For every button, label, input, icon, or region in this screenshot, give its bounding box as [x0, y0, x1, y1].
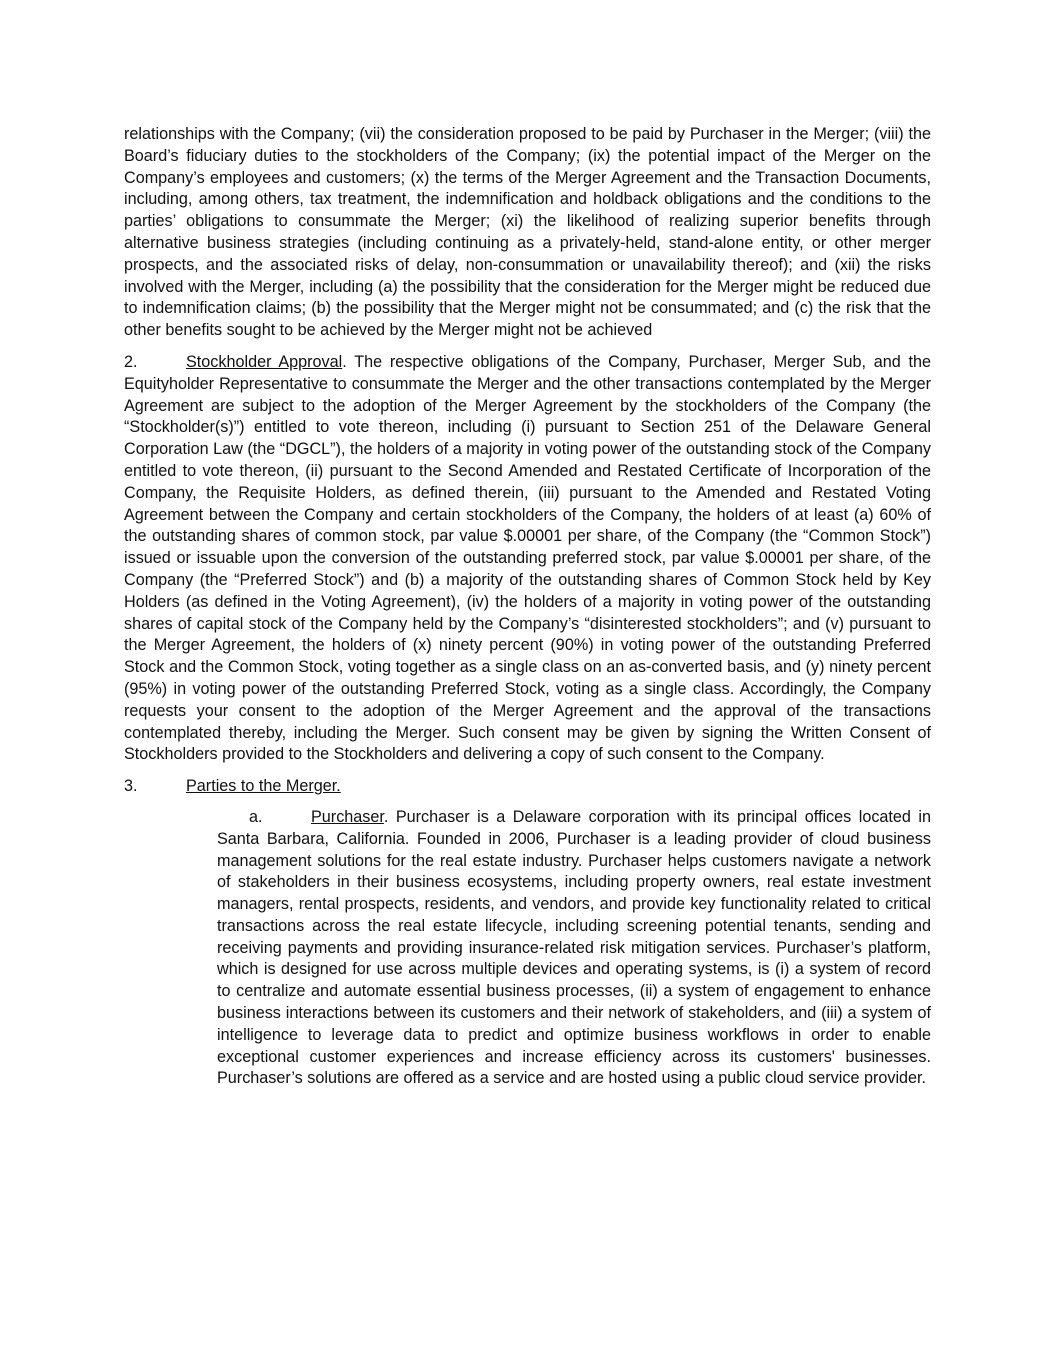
section-3a-paragraph: [217, 807, 931, 1090]
section-3-paragraph: [124, 776, 931, 798]
section-3-number: 3.: [124, 777, 138, 796]
section-2-paragraph: [124, 352, 931, 766]
section-3a-body: . Purchaser is a Delaware corporation with its principal offices located in Santa Barbara, California. Founded in 2006, Purchaser is a leading provider of cloud business management solutions for the real estate industry. Purchaser helps customers navigate a network of stakeholders in their business ecosystems, including property owners, real estate investment managers, rental prospects, residents, and vendors, and provide key functionality related to critical transactions across the real estate lifecycle, including screening potential tenants, sending and receiving payments and providing insurance-related risk mitigation services. Purchaser’s platform, which is designed for use across multiple devices and operating systems, is (i) a system of record to centralize and automate essential business processes, (ii) a system of engagement to enhance business interactions between its customers and their network of stakeholders, and (iii) a system of intelligence to leverage data to predict and optimize business workflows in order to enable exceptional customer experiences and increase efficiency across its customers' businesses. Purchaser’s solutions are offered as a service and are hosted using a public cloud service provider.: [217, 807, 931, 1088]
paragraph-continuation: relationships with the Company; (vii) the consideration proposed to be paid by Purchaser in the Merger; (viii) the Board’s fiduciary duties to the stockholders of the Company; (ix) the potential impact of the Merger on the Company’s employees and customers; (x) the terms of the Merger Agreement and the Transaction Documents, including, among others, tax treatment, the indemnification and holdback obligations and the conditions to the parties’ obligations to consummate the Merger; (xi) the likelihood of realizing superior benefits through alternative business strategies (including continuing as a privately-held, stand-alone entity, or other merger prospects, and the associated risks of delay, non-consummation or unavailability thereof); and (xii) the risks involved with the Merger, including (a) the possibility that the consideration for the Merger might be reduced due to indemnification claims; (b) the possibility that the Merger might not be consummated; and (c) the risk that the other benefits sought to be achieved by the Merger might not be achieved: [124, 125, 931, 340]
section-3a-heading: Purchaser: [311, 807, 384, 826]
section-3-heading: Parties to the Merger.: [186, 777, 341, 796]
section-2-heading: Stockholder Approval: [186, 352, 343, 371]
section-2-number: 2.: [124, 352, 138, 371]
document-page: [124, 124, 931, 1090]
section-3a-number: a.: [249, 807, 263, 826]
section-2-body: . The respective obligations of the Company, Purchaser, Merger Sub, and the Equityholder Representative to consummate the Merger and the other transactions contemplated by the Merger Agreement are subject to the adoption of the Merger Agreement by the stockholders of the Company (the “Stockholder(s)”) entitled to vote thereon, including (i) pursuant to Section 251 of the Delaware General Corporation Law (the “DGCL”), the holders of a majority in voting power of the outstanding stock of the Company entitled to vote thereon, (ii) pursuant to the Second Amended and Restated Certificate of Incorporation of the Company, the Requisite Holders, as defined therein, (iii) pursuant to the Amended and Restated Voting Agreement between the Company and certain stockholders of the Company, the holders of at least (a) 60% of the outstanding shares of common stock, par value $.00001 per share, of the Company (the “Common Stock”) issued or issuable upon the conversion of the outstanding preferred stock, par value $.00001 per share, of the Company (the “Preferred Stock”) and (b) a majority of the outstanding shares of Common Stock held by Key Holders (as defined in the Voting Agreement), (iv) the holders of a majority in voting power of the outstanding shares of capital stock of the Company held by the Company’s “disinterested stockholders”; and (v) pursuant to the Merger Agreement, the holders of (x) ninety percent (90%) in voting power of the outstanding Preferred Stock and the Common Stock, voting together as a single class on an as-converted basis, and (y) ninety percent (95%) in voting power of the outstanding Preferred Stock, voting as a single class. Accordingly, the Company requests your consent to the adoption of the Merger Agreement and the approval of the transactions contemplated thereby, including the Merger. Such consent may be given by signing the Written Consent of Stockholders provided to the Stockholders and delivering a copy of such consent to the Company.: [124, 352, 931, 764]
